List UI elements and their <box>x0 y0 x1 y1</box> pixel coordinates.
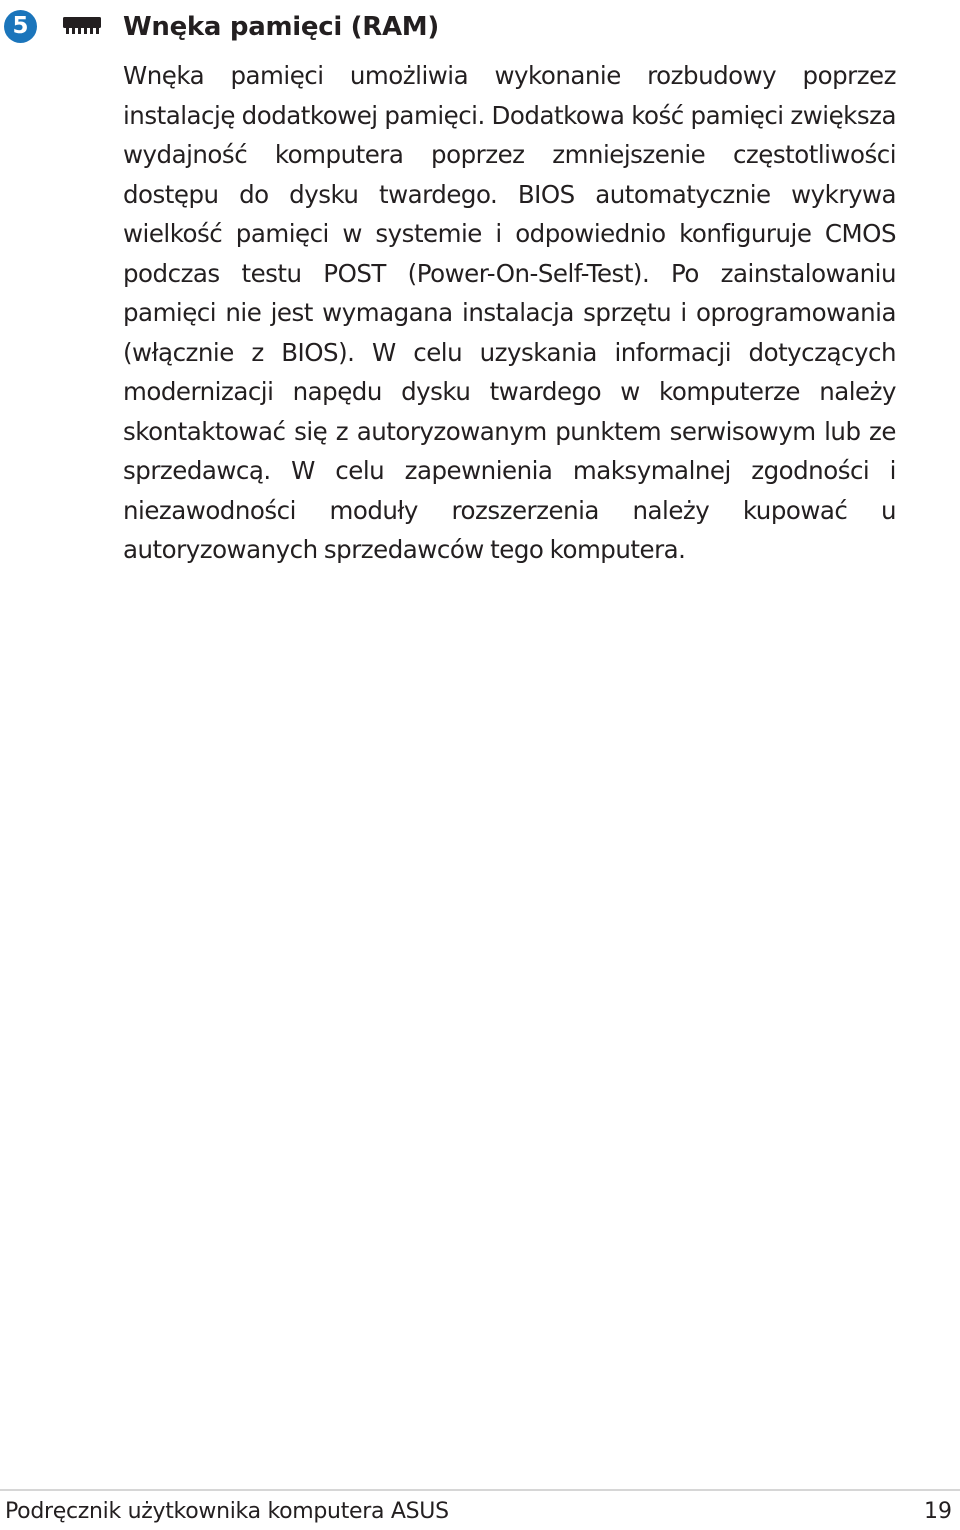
section-number-badge: 5 <box>4 10 37 43</box>
footer-divider <box>0 1489 960 1491</box>
section-heading: Wnęka pamięci (RAM) <box>123 12 439 42</box>
page-number: 19 <box>924 1499 952 1524</box>
body-paragraph: Wnęka pamięci umożliwia wykonanie rozbudowy poprzez instalację dodatkowej pamięci. Dodatkowa kość pamięci zwiększa wydajność komputera poprzez zmniejszenie częstotliwości dostępu do dysku twardego. BIOS automatycznie wykrywa wielkość pamięci w systemie i odpowiednio konfiguruje CMOS podczas testu POST (Power-On-Self-Test). Po zainstalowaniu pamięci nie jest wymagana instalacja sprzętu i oprogramowania (włącznie z BIOS). W celu uzyskania informacji dotyczących modernizacji napędu dysku twardego w komputerze należy skontaktować się z autoryzowanym punktem serwisowym lub ze sprzedawcą. W celu zapewnienia maksymalnej zgodności i niezawodności moduły rozszerzenia należy kupować u autoryzowanych sprzedawców tego komputera. <box>123 61 896 564</box>
footer-title: Podręcznik użytkownika komputera ASUS <box>5 1499 449 1524</box>
memory-module-icon <box>62 14 102 38</box>
